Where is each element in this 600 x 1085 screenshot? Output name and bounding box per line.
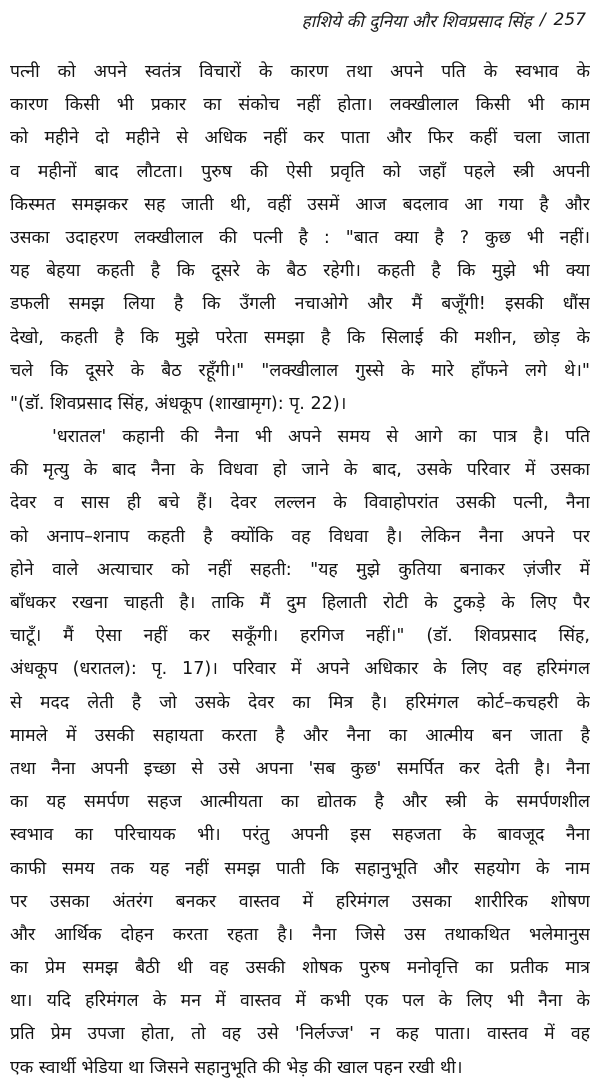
text-line: यह बेहया कहती है कि दूसरे के बैठ रहेगी। कहती है कि मुझे भी क्या xyxy=(10,261,590,282)
text-line: की मृत्यु के बाद नैना के विधवा हो जाने के बाद, उसके परिवार में उसका xyxy=(10,460,590,481)
text-line: चले कि दूसरे के बैठ रहूँगी।" "लक्खीलाल गुस्से के मारे हाँफने लगे थे।" xyxy=(10,360,590,381)
text-line: उसका उदाहरण लक्खीलाल की पत्नी है : "बात क्या है ? कुछ भी नहीं। xyxy=(10,227,590,248)
text-line: स्वभाव का परिचायक भी। परंतु अपनी इस सहजता के बावजूद नैना xyxy=(10,825,590,846)
text-line: और आर्थिक दोहन करता रहता है। नैना जिसे उस तथाकथित भलेमानुस xyxy=(10,924,590,945)
page-number: 257 xyxy=(553,10,586,30)
text-line: काफी समय तक यह नहीं समझ पाती कि सहानुभूति और सहयोग के नाम xyxy=(10,858,590,879)
text-line: देखो, कहती है कि मुझे परेता समझा है कि सिलाई की मशीन, छोड़ के xyxy=(10,327,590,348)
text-line: देवर व सास ही बचे हैं। देवर लल्लन के विवाहोपरांत उसकी पत्नी, नैना xyxy=(10,493,590,514)
text-line: का यह समर्पण सहज आत्मीयता का द्योतक है और स्त्री के समर्पणशील xyxy=(10,792,590,813)
text-line: बाँधकर रखना चाहती है। ताकि मैं दुम हिलाती रोटी के टुकड़े के लिए पैर xyxy=(10,593,590,613)
text-line: एक स्वार्थी भेडिया था जिसने सहानुभूति की भेड़ की खाल पहन रखी थी। xyxy=(10,1057,463,1078)
text-line: तथा नैना अपनी इच्छा से उसे अपना 'सब कुछ' समर्पित कर देती है। नैना xyxy=(10,758,590,779)
body-text xyxy=(10,56,590,1085)
text-line: था। यदि हरिमंगल के मन में वास्तव में कभी एक पल के लिए भी नैना के xyxy=(10,991,590,1012)
text-line: 'धरातल' कहानी की नैना भी अपने समय से आगे का पात्र है। पति xyxy=(52,427,590,448)
text-line: "(डॉ. शिवप्रसाद सिंह, अंधकूप (शाखामृग): पृ. 22)। xyxy=(10,393,347,414)
text-line: मामले में उसकी सहायता करता है और नैना का आत्मीय बन जाता है xyxy=(10,725,590,746)
text-line: किस्मत समझकर सह जाती थी, वहीं उसमें आज बदलाव आ गया है और xyxy=(10,194,590,215)
text-line: डफली समझ लिया है कि उँगली नचाओगे और मैं बजूँगी! इसकी धौंस xyxy=(10,294,590,315)
text-line: पत्नी को अपने स्वतंत्र विचारों के कारण तथा अपने पति के स्वभाव के xyxy=(10,62,590,82)
text-line: का प्रेम समझ बैठी थी वह उसकी शोषक पुरुष मनोवृत्ति का प्रतीक मात्र xyxy=(10,958,590,979)
text-line: चाटूँ। मैं ऐसा नहीं कर सकूँगी। हरगिज नहीं।" (डॉ. शिवप्रसाद सिंह, xyxy=(10,626,590,647)
text-line: को अनाप–शनाप कहती है क्योंकि वह विधवा है। लेकिन नैना अपने पर xyxy=(10,526,590,547)
text-line: कारण किसी भी प्रकार का संकोच नहीं होता। लक्खीलाल किसी भी काम xyxy=(10,95,590,116)
text-line: प्रति प्रेम उपजा होता, तो वह उसे 'निर्लज्ज' न कह पाता। वास्तव में वह xyxy=(10,1024,590,1045)
text-line: पर उसका अंतरंग बनकर वास्तव में हरिमंगल उसका शारीरिक शोषण xyxy=(10,891,590,912)
running-header xyxy=(302,6,586,34)
running-header-title: हाशिये की दुनिया और शिवप्रसाद सिंह xyxy=(301,11,532,32)
header-separator: / xyxy=(539,10,546,30)
text-line: को महीने दो महीने से अधिक नहीं कर पाता और फिर कहीं चला जाता xyxy=(10,128,590,149)
text-line: होने वाले अत्याचार को नहीं सहती: "यह मुझे कुतिया बनाकर ज़ंजीर में xyxy=(10,559,590,580)
text-line: व महीनों बाद लौटता। पुरुष की ऐसी प्रवृति को जहाँ पहले स्त्री अपनी xyxy=(10,161,590,182)
text-line: अंधकूप (धरातल): पृ. 17)। परिवार में अपने अधिकार के लिए वह हरिमंगल xyxy=(10,659,590,680)
text-line: से मदद लेती है जो उसके देवर का मित्र है। हरिमंगल कोर्ट–कचहरी के xyxy=(10,692,590,713)
